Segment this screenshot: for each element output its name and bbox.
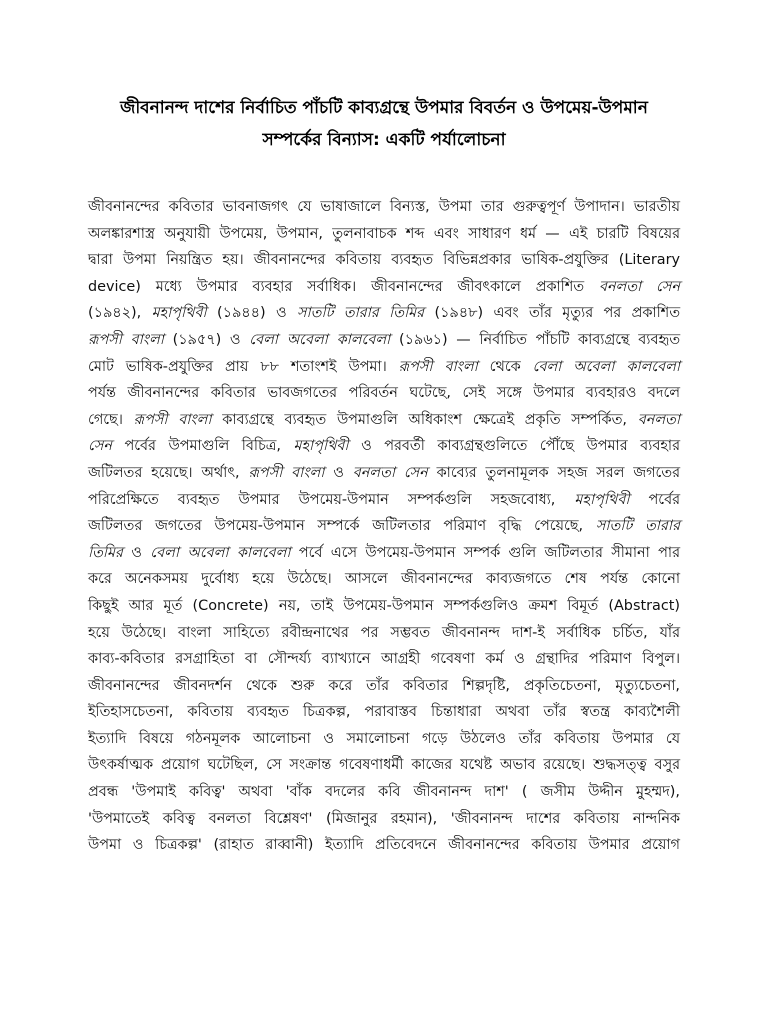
italic-title-text: রূপসী বাংলা [248, 464, 325, 481]
italic-title-text: সাতটি তারার তিমির [296, 305, 425, 322]
text-line [88, 300, 680, 327]
text-line [88, 593, 680, 620]
text-segment: পর্বে এসে উপমেয়-উপমান সম্পর্ক গুলি জটিলতার সীমানা পার [290, 544, 681, 561]
italic-title-text: বেলা অবেলা কালবেলা [249, 331, 391, 348]
text-segment: পর্বের [629, 491, 680, 508]
text-line [88, 806, 680, 833]
italic-title-text: বেলা অবেলা কালবেলা [532, 358, 681, 375]
text-segment: device) মধ্যে উপমার ব্যবহার সর্বাধিক। জীবনানন্দের জীবৎকালে প্রকাশিত [88, 278, 599, 295]
text-line [88, 354, 680, 381]
text-line [88, 832, 680, 859]
italic-title-text: তিমির [88, 544, 123, 561]
text-segment: (১৯৬১) — নির্বাচিত পাঁচটি কাব্যগ্রন্থে ব্যবহৃত [390, 331, 681, 348]
text-segment: করে অনেকসময় দুর্বোধ্য হয়ে উঠেছে। আসলে জীবনানন্দের কাব্যজগতে শেষ পর্যন্ত কোনো [88, 571, 680, 588]
italic-title-text: বনলতা সেন [598, 278, 680, 295]
document-title [88, 92, 680, 156]
text-segment: (১৯৪৮) এবং তাঁর মৃত্যুর পর প্রকাশিত [424, 305, 680, 322]
text-line [88, 487, 680, 514]
text-line [88, 540, 680, 567]
text-segment: প্রবন্ধ 'উপমাই কবিত্ব' অথবা 'বাঁক বদলের কবি জীবনানন্দ দাশ' ( জসীম উদ্দীন মুহম্মদ), [88, 784, 680, 801]
text-segment: (১৯৫৭) ও [163, 331, 250, 348]
text-segment: থেকে [477, 358, 533, 375]
text-segment: কাব্যগ্রন্থে ব্যবহৃত উপমাগুলি অধিকাংশ ক্ষেত্রেই প্রকৃতি সম্পর্কিত, [211, 411, 638, 428]
text-line [88, 194, 680, 221]
text-line [88, 274, 680, 301]
text-segment: কিছুই আর মূর্ত (Concrete) নয়, তাই উপমেয়-উপমান সম্পর্কগুলিও ক্রমশ বিমূর্ত (Abstract) [88, 597, 680, 614]
italic-title-text: সেন [88, 438, 112, 455]
text-segment: জীবনানন্দের জীবনদর্শন থেকে শুরু করে তাঁর কবিতার শিল্পদৃষ্টি, প্রকৃতিচেতনা, মৃত্যুচেতনা, [88, 677, 680, 694]
title-line-1: জীবনানন্দ দাশের নির্বাচিত পাঁচটি কাব্যগ্রন্থে উপমার বিবর্তন ও উপমেয়-উপমান [120, 98, 648, 118]
text-line [88, 673, 680, 700]
text-line [88, 221, 680, 248]
text-segment: হয়ে উঠেছে। বাংলা সাহিত্যে রবীন্দ্রনাথের পর সম্ভবত জীবনানন্দ দাশ-ই সর্বাধিক চর্চিত, যাঁর [88, 624, 680, 641]
italic-title-text: বনলতা সেন [352, 464, 428, 481]
text-segment: ও পরবর্তী কাব্যগ্রন্থগুলিতে পৌঁছে উপমার ব্যবহার [348, 438, 680, 455]
text-segment: মোট ভাষিক-প্রযুক্তির প্রায় ৮৮ শতাংশই উপমা। [88, 358, 399, 375]
italic-title-text: মহাপৃথিবী [151, 305, 207, 322]
text-segment: উৎকর্ষাত্মক প্রয়োগ ঘটেছিল, সে সংক্রান্ত গবেষণাধর্মী কাজের যথেষ্ট অভাব রয়েছে। শুদ্ধসত্ত্ব বসুর [88, 757, 680, 774]
italic-title-text: মহাপৃথিবী [574, 491, 630, 508]
text-line [88, 779, 680, 806]
text-segment: কাব্য-কবিতার রসগ্রাহিতা বা সৌন্দর্য্য ব্যাখ্যানে আগ্রহী গবেষণা কর্ম ও গ্রন্থাদির পরিমাণ বিপুল। [88, 651, 680, 668]
text-segment: পর্বের উপমাগুলি বিচিত্র, [111, 438, 294, 455]
italic-title-text: সাতটি তারার [595, 518, 680, 535]
document-page [88, 92, 680, 859]
italic-title-text: রূপসী বাংলা [398, 358, 478, 375]
text-segment: উপমা ও চিত্রকল্প' (রাহাত রাব্বানী) ইত্যাদি প্রতিবেদনে জীবনানন্দের কবিতায় উপমার প্রয়োগ [88, 837, 680, 854]
text-line [88, 699, 680, 726]
italic-title-text: মহাপৃথিবী [293, 438, 349, 455]
text-segment: জীবনানন্দের কবিতার ভাবনাজগৎ যে ভাষাজালে বিন্যস্ত, উপমা তার গুরুত্বপূর্ণ উপাদান। ভারতীয় [88, 199, 680, 215]
title-line-2: সম্পর্কের বিন্যাস: একটি পর্যালোচনা [262, 130, 506, 150]
text-segment: অলঙ্কারশাস্ত্র অনুযায়ী উপমেয়, উপমান, তুলনাবাচক শব্দ এবং সাধারণ ধর্ম — এই চারটি বিষয়ের [88, 225, 680, 242]
text-segment: ও [122, 544, 151, 561]
italic-title-text: বেলা অবেলা কালবেলা [150, 544, 291, 561]
text-segment: 'উপমাতেই কবিত্ব বনলতা বিশ্লেষণ' (মিজানুর রহমান), 'জীবনানন্দ দাশের কবিতায় নান্দনিক [88, 810, 680, 827]
text-segment: (১৯৪২), [88, 305, 152, 322]
text-segment: ইতিহাসচেতনা, কবিতায় ব্যবহৃত চিত্রকল্প, পরাবাস্তব চিন্তাধারা অথবা তাঁর স্বতন্ত্র কাব্যশৈলী [88, 704, 680, 721]
text-line [88, 566, 680, 593]
body-paragraph [88, 194, 680, 859]
italic-title-text: বনলতা [637, 411, 681, 428]
text-line [88, 327, 680, 354]
text-segment: ও [324, 464, 353, 481]
italic-title-text: রূপসী বাংলা [133, 411, 212, 428]
text-segment: (১৯৪৪) ও [206, 305, 297, 322]
text-segment: দ্বারা উপমা নিয়ন্ত্রিত হয়। জীবনানন্দের কবিতায় ব্যবহৃত বিভিন্নপ্রকার ভাষিক-প্রযুক্তির (Literary [88, 252, 680, 269]
italic-title-text: রূপসী বাংলা [88, 331, 164, 348]
text-segment: ইত্যাদি বিষয়ে গঠনমূলক আলোচনা ও সমালোচনা গড়ে উঠলেও তাঁর কবিতায় উপমার যে [88, 730, 680, 747]
text-segment: জটিলতর হয়েছে। অর্থাৎ, [88, 464, 249, 481]
text-line [88, 752, 680, 779]
text-line [88, 620, 680, 647]
text-segment: পরিপ্রেক্ষিতে ব্যবহৃত উপমার উপমেয়-উপমান সম্পর্কগুলি সহজবোধ্য, [88, 491, 575, 508]
text-segment: জটিলতর জগতের উপমেয়-উপমান সম্পর্কে জটিলতার পরিমাণ বৃদ্ধি পেয়েছে, [88, 518, 596, 535]
text-line [88, 460, 680, 487]
text-line [88, 513, 680, 540]
text-line [88, 726, 680, 753]
text-segment: কাব্যের তুলনামূলক সহজ সরল জগতের [427, 464, 680, 481]
text-segment: গেছে। [88, 411, 134, 428]
text-line [88, 380, 680, 407]
text-line [88, 407, 680, 434]
text-line [88, 247, 680, 274]
text-line [88, 646, 680, 673]
text-line [88, 433, 680, 460]
text-segment: পর্যন্ত জীবনানন্দের কবিতার ভাবজগতের পরিবর্তন ঘটেছে, সেই সঙ্গে উপমার ব্যবহারও বদলে [88, 385, 680, 402]
